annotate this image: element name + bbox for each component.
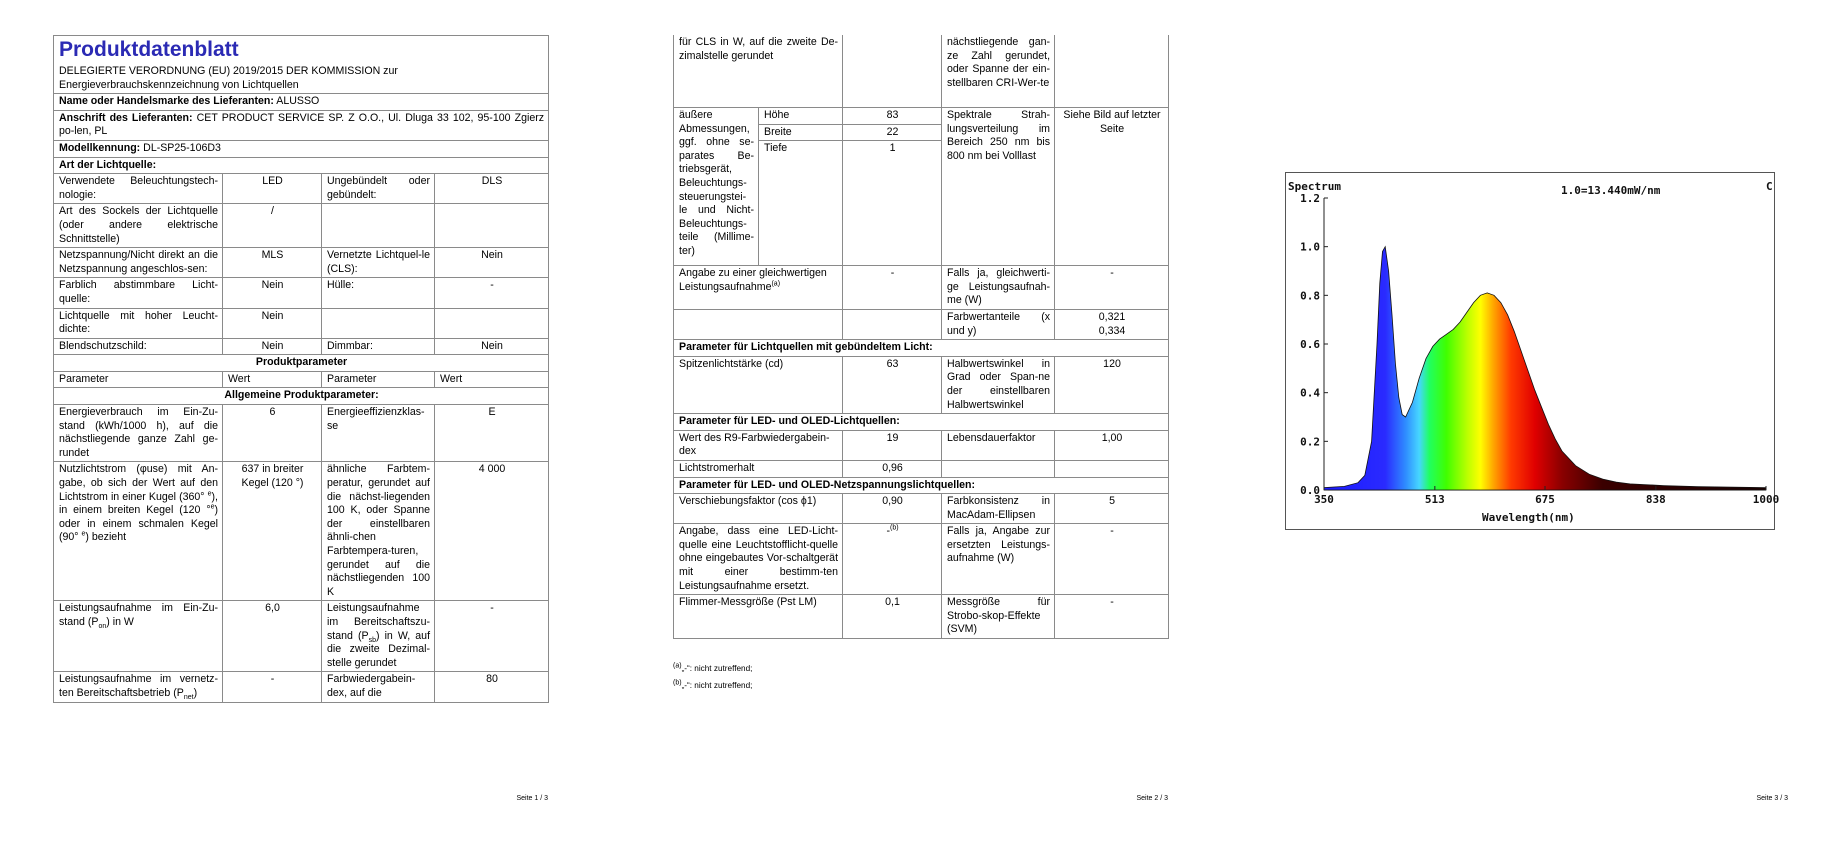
row-value: 6 — [223, 405, 322, 462]
dim-value: 22 — [843, 124, 942, 141]
row-label: nächstliegende gan-ze Zahl gerundet, oder Spanne der ein-stellbaren CRI-Wer-te — [942, 35, 1055, 108]
row-label: Farbkonsistenz in MacAdam-Ellipsen — [942, 494, 1055, 524]
supplier-label: Name oder Handelsmarke des Lieferanten: — [59, 95, 274, 108]
x-tick-label: 513 — [1424, 493, 1445, 506]
dim-value: 83 — [843, 108, 942, 125]
table-row — [54, 204, 549, 248]
row-label: Vernetzte Lichtquel-le (CLS): — [322, 248, 435, 278]
row-label: Lichtstromerhalt — [674, 460, 843, 477]
y-tick-label: 1.2 — [1300, 192, 1320, 205]
row-value: - — [1055, 524, 1169, 595]
row-label: Verschiebungsfaktor (cos ϕ1) — [674, 494, 843, 524]
column-header-row — [54, 371, 549, 388]
x-tick-label: 1000 — [1752, 493, 1780, 506]
y-tick-label: 0.0 — [1300, 484, 1320, 497]
row-value — [435, 308, 549, 338]
net-standby-label: Leistungsaufnahme im vernetz-ten Bereitschaftsbetrieb $(P_{net})$ — [54, 672, 223, 703]
row-label: Hülle: — [322, 278, 435, 308]
row-label: Verwendete Beleuchtungstech-nologie: — [54, 174, 223, 204]
row-value: DLS — [435, 174, 549, 204]
page-number: Seite 3 / 3 — [1756, 795, 1788, 802]
row-value: 4 000 — [435, 462, 549, 601]
directional-heading: Parameter für Lichtquellen mit gebündeltem Licht: — [674, 340, 1169, 357]
table-row — [54, 248, 549, 278]
dim-value: 1 — [843, 141, 942, 266]
dimensions-label: äußere Abmessungen, ggf. ohne se-parates Be-triebsgerät, Beleuchtungs-steuerungstei-le und Nicht-Beleuchtungs-teile (Millime-ter) — [674, 108, 759, 266]
row-label: Farbwertanteile (x und y) — [942, 309, 1055, 339]
row-value: Nein — [223, 308, 322, 338]
row-value: 19 — [843, 430, 942, 460]
table-row — [54, 672, 549, 703]
model-label: Modellkennung: — [59, 141, 141, 154]
row-label: Spektrale Strah-lungsverteilung im Bereich 250 nm bis 800 nm bei Volllast — [942, 108, 1055, 266]
table-row — [674, 266, 1169, 310]
row-value: 1,00 — [1055, 430, 1169, 460]
col-header-param: Parameter — [322, 371, 435, 388]
row-label: Blendschutzschild: — [54, 338, 223, 355]
row-value: - — [1055, 595, 1169, 639]
table-row — [674, 108, 1169, 125]
product-datasheet-table-page-1 — [53, 35, 549, 703]
table-row — [674, 595, 1169, 639]
address-label: Anschrift des Lieferanten: — [59, 111, 193, 124]
row-value: - — [223, 672, 322, 703]
x-tick-label: 675 — [1535, 493, 1555, 506]
footnote-b: $^{(b)}$„-“: nicht zutreffend; — [673, 679, 753, 690]
row-value — [843, 35, 942, 108]
led-heading: Parameter für LED- und OLED-Lichtquellen: — [674, 414, 1169, 431]
chart-edge-glyph: C — [1766, 180, 1773, 193]
table-row — [54, 278, 549, 308]
row-label — [322, 204, 435, 248]
row-value: 637 in breiter Kegel (120 °) — [223, 462, 322, 601]
chart-title: Spectrum — [1288, 180, 1341, 193]
page-number: Seite 1 / 3 — [516, 795, 548, 802]
row-label: Falls ja, Angabe zur ersetzten Leistungs-aufnahme (W) — [942, 524, 1055, 595]
spectrum-chart-svg — [1286, 173, 1780, 529]
table-row — [54, 462, 549, 601]
power-on-label: Leistungsaufnahme im Ein-Zu-stand $(P_{on})$ in W — [54, 601, 223, 672]
product-datasheet-table-page-2 — [673, 35, 1169, 639]
light-source-type-heading: Art der Lichtquelle: — [54, 157, 549, 174]
row-value: - — [1055, 266, 1169, 310]
row-label: Angabe, dass eine LED-Licht-quelle eine Leuchtstofflicht-quelle ohne eingebautes Vor-schaltgerät mit einer bestimm-ten Leistungsaufnahme ersetzt. — [674, 524, 843, 595]
row-label: Farblich abstimmbare Licht-quelle: — [54, 278, 223, 308]
row-value: Siehe Bild auf letzter Seite — [1055, 108, 1169, 266]
row-value: MLS — [223, 248, 322, 278]
row-value: LED — [223, 174, 322, 204]
row-value — [435, 204, 549, 248]
y-tick-label: 0.8 — [1300, 289, 1320, 303]
table-row — [674, 524, 1169, 595]
chromaticity-value: 0,321 0,334 — [1055, 309, 1169, 339]
document-page-1 — [53, 0, 548, 842]
row-label: Lichtquelle mit hoher Leucht-dichte: — [54, 308, 223, 338]
row-value: Nein — [435, 338, 549, 355]
table-row — [54, 601, 549, 672]
footnotes — [673, 660, 752, 694]
table-row — [674, 35, 1169, 108]
address-value: CET PRODUCT SERVICE SP. Z O.O., Ul. Dluga 33 102, 95-100 Zgierz po-len, PL — [59, 111, 545, 138]
table-row — [54, 308, 549, 338]
col-header-value: Wert — [435, 371, 549, 388]
footnote-a: $^{(a)}$„-“: nicht zutreffend; — [673, 662, 753, 673]
row-value: - — [843, 266, 942, 310]
row-label: Ungebündelt oder gebündelt: — [322, 174, 435, 204]
row-label: Halbwertswinkel in Grad oder Span-ne der einstellbaren Halbwertswinkel — [942, 356, 1055, 413]
model-row — [54, 140, 549, 157]
page-title: Produktdatenblatt — [59, 38, 239, 61]
chart-annotation: 1.0=13.440mW/nm — [1561, 184, 1661, 197]
row-label: für CLS in W, auf die zweite De-zimalstelle gerundet — [674, 35, 843, 108]
row-value: Nein — [435, 248, 549, 278]
y-tick-label: 1.0 — [1300, 240, 1320, 254]
row-label: ähnliche Farbtem-peratur, gerundet auf die nächst-liegenden 100 K, oder Spanne der einstellbaren ähnli-chen Farbtempera-turen, gerundet auf die nächstliegenden 100 K — [322, 462, 435, 601]
supplier-value: ALUSSO — [276, 95, 320, 108]
row-label: Energieverbrauch im Ein-Zu-stand (kWh/1000 h), auf die nächstliegende ganze Zahl ge-rundet — [54, 405, 223, 462]
row-value: 0,1 — [843, 595, 942, 639]
y-tick-label: 0.4 — [1300, 386, 1320, 400]
row-value — [1055, 35, 1169, 108]
row-value: 80 — [435, 672, 549, 703]
col-header-value: Wert — [223, 371, 322, 388]
table-row — [674, 309, 1169, 339]
model-value: DL-SP25-106D3 — [143, 141, 221, 154]
row-label: Flimmer-Messgröße (Pst LM) — [674, 595, 843, 639]
spectrum-chart — [1285, 172, 1780, 530]
row-value: - — [435, 601, 549, 672]
document-page-2 — [673, 0, 1168, 842]
row-label: Spitzenlichtstärke (cd) — [674, 356, 843, 413]
dim-name: Breite — [759, 124, 843, 141]
x-tick-label: 350 — [1314, 493, 1334, 506]
table-row — [674, 430, 1169, 460]
row-value: Nein — [223, 278, 322, 308]
general-params-heading: Allgemeine Produktparameter: — [54, 388, 549, 405]
table-row — [54, 174, 549, 204]
address-row — [54, 110, 549, 140]
row-label: Lebensdauerfaktor — [942, 430, 1055, 460]
page-number: Seite 2 / 3 — [1136, 795, 1168, 802]
row-value: E — [435, 405, 549, 462]
table-row — [674, 460, 1169, 477]
row-value: 63 — [843, 356, 942, 413]
table-row — [674, 494, 1169, 524]
equivalent-power-label: Angabe zu einer gleichwertigen Leistungsaufnahme$^{(a)}$ — [674, 266, 843, 310]
row-value: 120 — [1055, 356, 1169, 413]
dim-name: Höhe — [759, 108, 843, 125]
row-label: Farbwiedergabein-dex, auf die — [322, 672, 435, 703]
lumen-label: Nutzlichtstrom (φuse) mit An-gabe, ob sich der Wert auf den Lichtstrom in einer Kugel (360° $^e$), in einem breiten Kegel (120 °$^e$) oder in einem schmalen Kegel (90° $^e$) bezieht — [54, 462, 223, 601]
row-value: - — [435, 278, 549, 308]
x-axis-label: Wavelength(nm) — [1482, 511, 1575, 524]
row-label: Messgröße für Strobo-skop-Effekte (SVM) — [942, 595, 1055, 639]
spectrum-area — [1324, 247, 1766, 490]
row-value: 6,0 — [223, 601, 322, 672]
x-tick-label: 838 — [1645, 493, 1666, 506]
row-label: Art des Sockels der Lichtquelle (oder andere elektrische Schnittstelle) — [54, 204, 223, 248]
row-label: Energieeffizienzklas-se — [322, 405, 435, 462]
dim-name: Tiefe — [759, 141, 843, 266]
row-label: Netzspannung/Nicht direkt an die Netzspannung angeschlos-sen: — [54, 248, 223, 278]
replace-value: -$^{(b)}$ — [843, 524, 942, 595]
mains-heading: Parameter für LED- und OLED-Netzspannungslichtquellen: — [674, 477, 1169, 494]
row-label: Dimmbar: — [322, 338, 435, 355]
row-label — [322, 308, 435, 338]
row-value: 0,90 — [843, 494, 942, 524]
row-value: 5 — [1055, 494, 1169, 524]
supplier-row — [54, 94, 549, 111]
row-label: Falls ja, gleichwerti-ge Leistungsaufnah-me (W) — [942, 266, 1055, 310]
y-tick-label: 0.2 — [1300, 435, 1320, 449]
table-row — [54, 405, 549, 462]
standby-label: Leistungsaufnahme im Bereitschaftszu-stand $(P_{sb})$ in W, auf die zweite Dezimal-stelle gerundet — [322, 601, 435, 672]
row-label: Wert des R9-Farbwiedergabein-dex — [674, 430, 843, 460]
row-value: / — [223, 204, 322, 248]
product-params-heading: Produktparameter — [54, 355, 549, 372]
table-row — [54, 338, 549, 355]
row-value: Nein — [223, 338, 322, 355]
regulation-text: DELEGIERTE VERORDNUNG (EU) 2019/2015 DER KOMMISSION zur Energieverbrauchskennzeichnung von Lichtquellen — [54, 64, 549, 94]
table-row — [674, 356, 1169, 413]
y-tick-label: 0.6 — [1300, 338, 1320, 351]
row-value: 0,96 — [843, 460, 942, 477]
col-header-param: Parameter — [54, 371, 223, 388]
